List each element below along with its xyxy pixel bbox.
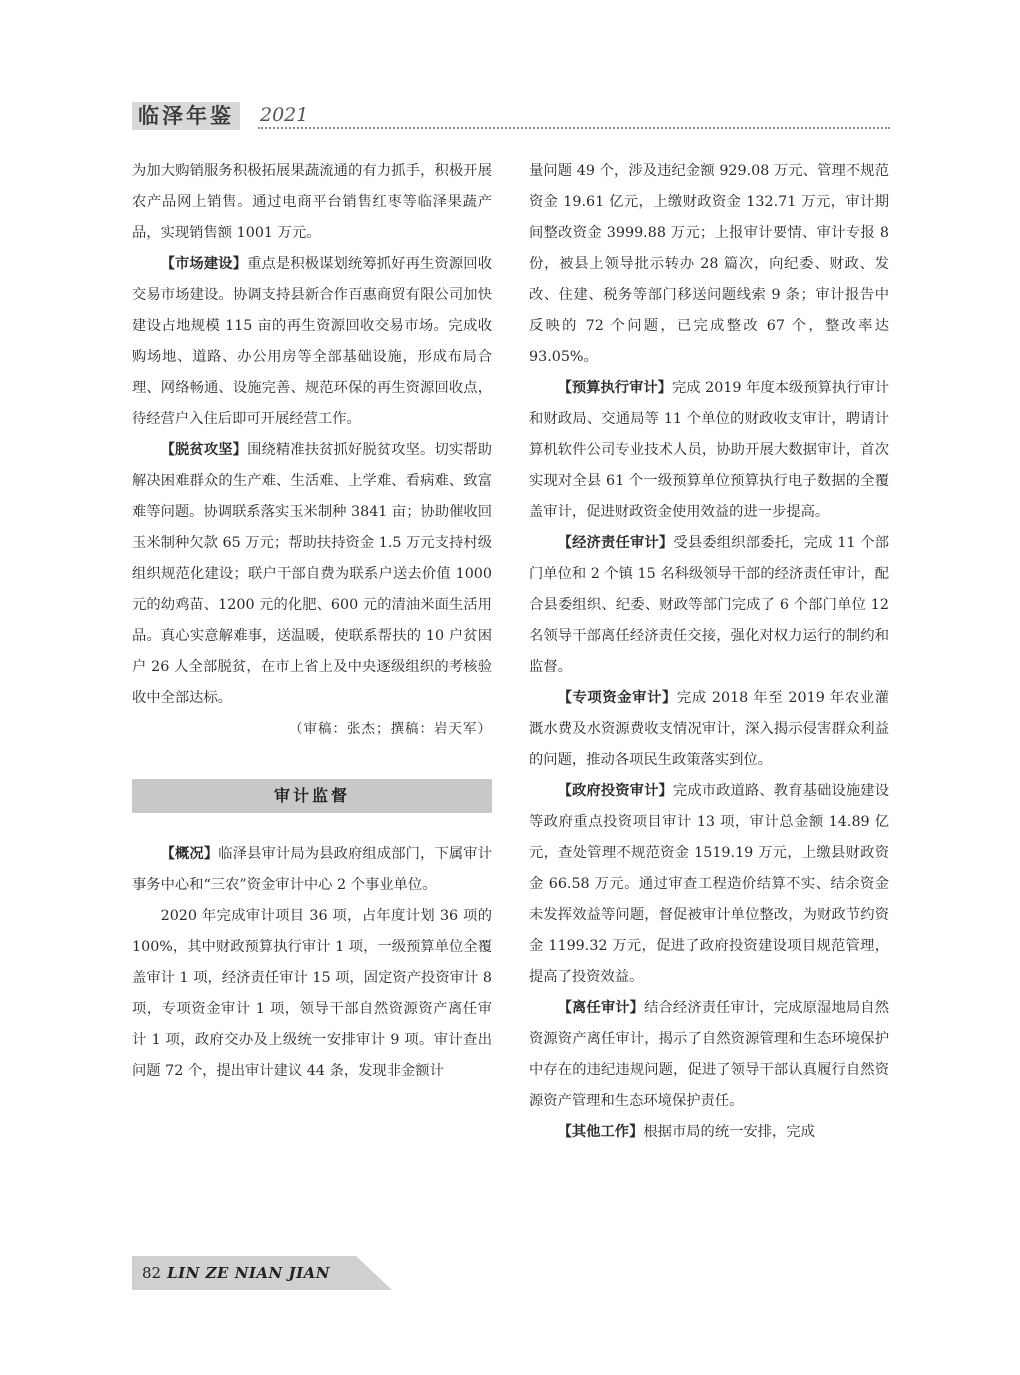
paragraph-other-work <box>529 1117 889 1148</box>
section-heading: 审计监督 <box>132 779 492 813</box>
footer-yearbook-name: LIN ZE NIAN JIAN <box>167 1264 330 1282</box>
paragraph-continued: 量问题 49 个，涉及违纪金额 929.08 万元、管理不规范资金 19.61 亿元，上缴财政资金 132.71 万元，审计期间整改资金 3999.88 万元；上报审计要情、审计专报 8 份，被县上领导批示转办 28 篇次，向纪委、财政、发改、住建、税务等部门移送问题线索 9 条；审计报告中反映的 72 个问题，已完成整改 67 个，整改率达 93.05%。 <box>529 163 889 365</box>
label-budget-audit: 【预算执行审计】 <box>557 380 672 396</box>
text-overview: 临泽县审计局为县政府组成部门，下属审计事务中心和“三农”资金审计中心 2 个事业单位。 <box>132 846 492 893</box>
text-special-fund-audit: 完成 2018 年至 2019 年农业灌溉水费及水资源费收支情况审计，深入揭示侵害群众利益的问题，推动各项民生政策落实到位。 <box>529 690 890 768</box>
label-other-work: 【其他工作】 <box>557 1124 644 1140</box>
running-header <box>132 100 890 136</box>
paragraph-2020-summary: 2020 年完成审计项目 36 项，占年度计划 36 项的 100%，其中财政预算执行审计 1 项，一级预算单位全覆盖审计 1 项，经济责任审计 15 项，固定资产投资审计 8 项，专项资金审计 1 项，领导干部自然资源资产离任审计 1 项，政府交办及上级统一安排审计 9 项。审计查出问题 72 个，提出审计建议 44 条，发现非金额计 <box>132 908 492 1079</box>
text-leave-audit: 结合经济责任审计，完成原湿地局自然资源资产离任审计，揭示了自然资源管理和生态环境保护中存在的违纪违规问题，促进了领导干部认真履行自然资源资产管理和生态环境保护责任。 <box>529 1000 889 1109</box>
paragraph-leave-audit <box>529 993 889 1117</box>
paragraph-budget-audit <box>529 373 889 528</box>
right-column <box>529 156 889 1148</box>
page-footer <box>132 1256 392 1290</box>
label-gov-investment-audit: 【政府投资审计】 <box>557 783 673 799</box>
paragraph-economic-audit <box>529 528 889 683</box>
footer-label <box>142 1256 330 1290</box>
paragraph-gov-investment-audit <box>529 776 889 993</box>
label-special-fund-audit: 【专项资金审计】 <box>557 690 677 706</box>
paragraph-market <box>132 249 492 435</box>
text-poverty: 围绕精准扶贫抓好脱贫攻坚。切实帮助解决困难群众的生产难、生活难、上学难、看病难、致富难等问题。协调联系落实玉米制种 3841 亩；协助催收回玉米制种欠款 65 万元；帮助扶持资金 1.5 万元支持村级组织规范化建设；联户干部自费为联系户送去价值 1000 元的幼鸡苗、1200 元的化肥、600 元的清油米面生活用品。真心实意解难事，送温暖，使联系帮扶的 10 户贫困户 26 人全部脱贫，在市上省上及中央逐级组织的考核验收中全部达标。 <box>132 442 493 706</box>
label-leave-audit: 【离任审计】 <box>557 1000 645 1016</box>
text-economic-audit: 受县委组织部委托，完成 11 个部门单位和 2 个镇 15 名科级领导干部的经济责任审计，配合县委组织、纪委、财政等部门完成了 6 个部门单位 12 名领导干部离任经济责任交接，强化对权力运行的制约和监督。 <box>529 535 890 675</box>
label-poverty: 【脱贫攻坚】 <box>160 442 248 458</box>
author-credit: （审稿：张杰；撰稿：岩天军） <box>289 721 492 737</box>
label-market: 【市场建设】 <box>160 256 248 272</box>
text-gov-investment-audit: 完成市政道路、教育基础设施建设等政府重点投资项目审计 13 项，审计总金额 14.89 亿元，查处管理不规范资金 1519.19 万元，上缴县财政资金 66.58 万元。通过审查工程造价结算不实、结余资金未发挥效益等问题，督促被审计单位整改，为财政节约资金 1199.32 万元，促进了政府投资建设项目规范管理，提高了投资效益。 <box>529 783 889 985</box>
label-economic-audit: 【经济责任审计】 <box>557 535 674 551</box>
label-overview: 【概况】 <box>160 846 219 862</box>
yearbook-title: 临泽年鉴 <box>132 102 240 130</box>
left-column <box>132 156 492 1087</box>
yearbook-year: 2021 <box>260 104 309 126</box>
paragraph-overview <box>132 839 492 901</box>
text-budget-audit: 完成 2019 年度本级预算执行审计和财政局、交通局等 11 个单位的财政收支审计，聘请计算机软件公司专业技术人员，协助开展大数据审计，首次实现对全县 61 个一级预算单位预算执行电子数据的全覆盖审计，促进财政资金使用效益的进一步提高。 <box>529 380 890 520</box>
paragraph-special-fund-audit <box>529 683 889 776</box>
paragraph-poverty <box>132 435 492 714</box>
header-dotted-rule <box>258 127 890 129</box>
paragraph-ecommerce: 为加大购销服务积极拓展果蔬流通的有力抓手，积极开展农产品网上销售。通过电商平台销售红枣等临泽果蔬产品，实现销售额 1001 万元。 <box>132 163 492 241</box>
text-other-work: 根据市局的统一安排，完成 <box>643 1124 815 1140</box>
page-number: 82 <box>142 1264 162 1282</box>
text-market: 重点是积极谋划统筹抓好再生资源回收交易市场建设。协调支持县新合作百惠商贸有限公司加快建设占地规模 115 亩的再生资源回收交易市场。完成收购场地、道路、办公用房等全部基础设施，形成布局合理、网络畅通、设施完善、规范环保的再生资源回收点，待经营户入住后即可开展经营工作。 <box>132 256 492 427</box>
